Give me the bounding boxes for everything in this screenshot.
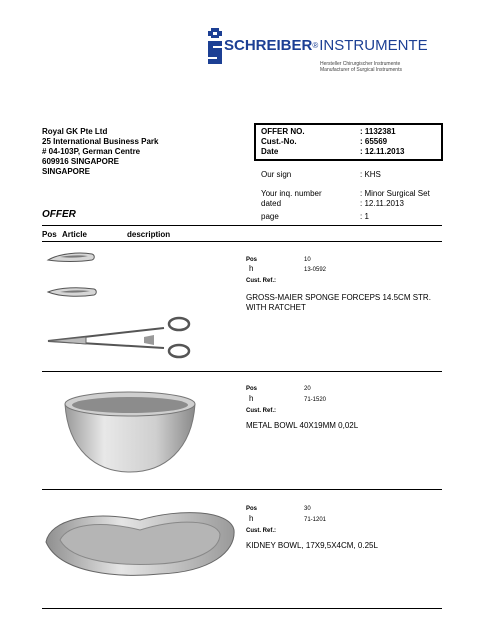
tagline-de: Hersteller Chirurgischer Instrumente — [320, 61, 401, 67]
date-value: : 12.11.2013 — [360, 147, 405, 156]
offer-details — [261, 170, 451, 230]
page-value: : 1 — [360, 212, 369, 221]
brand-product: INSTRUMENTE — [319, 37, 428, 54]
date-label: Date — [261, 147, 279, 156]
item-description: METAL BOWL 40X19MM 0,02L — [246, 421, 359, 430]
offer-no-value: : 1132381 — [360, 127, 396, 136]
address-line: 609916 SINGAPORE — [42, 157, 119, 166]
kidney-bowl-image — [40, 502, 240, 582]
our-sign-label: Our sign — [261, 170, 292, 179]
item-pos-label: Pos — [246, 386, 258, 392]
offer-no-label: OFFER NO. — [261, 127, 305, 136]
address-line: Royal GK Pte Ltd — [42, 127, 108, 136]
item-pos-value: 30 — [304, 506, 311, 512]
item-article-number: 71-1201 — [304, 517, 327, 523]
item-description: KIDNEY BOWL, 17X9,5X4CM, 0.25L — [246, 541, 378, 550]
item-pos-label: Pos — [246, 506, 258, 512]
offer-info-box — [254, 123, 443, 161]
document-title: OFFER — [42, 209, 76, 220]
registered-mark: ® — [312, 41, 319, 50]
dated-value: : 12.11.2013 — [360, 199, 404, 208]
column-header-article: Article — [62, 230, 87, 239]
item-cust-ref-label: Cust. Ref.: — [246, 528, 276, 534]
item-pos-value: 20 — [304, 386, 311, 392]
column-header-description: description — [127, 230, 171, 239]
cust-no-label: Cust.-No. — [261, 137, 297, 146]
item-separator — [42, 489, 442, 490]
inquiry-label: Your inq. number — [261, 189, 322, 198]
item-cust-ref-label: Cust. Ref.: — [246, 408, 276, 414]
header-bottom-rule — [42, 241, 442, 242]
item-hook-icon: h — [249, 264, 254, 273]
header-top-rule — [42, 225, 442, 226]
schreiber-logo-icon — [208, 28, 222, 64]
forceps-full-image — [46, 316, 196, 360]
inquiry-value: : Minor Surgical Set — [360, 189, 430, 198]
metal-bowl-image — [60, 388, 200, 476]
forceps-tip-image — [46, 285, 98, 299]
item-cust-ref-label: Cust. Ref.: — [246, 278, 276, 284]
item-description: GROSS-MAIER SPONGE FORCEPS 14.5CM STR. WITH RATCHET — [246, 293, 431, 312]
item-hook-icon: h — [249, 394, 254, 403]
item-hook-icon: h — [249, 514, 254, 523]
column-header-pos: Pos — [42, 230, 57, 239]
address-line: # 04-103P, German Centre — [42, 147, 141, 156]
address-line: 25 International Business Park — [42, 137, 159, 146]
item-pos-value: 10 — [304, 257, 311, 263]
tagline-en: Manufacturer of Surgical Instruments — [320, 67, 402, 73]
address-line: SINGAPORE — [42, 167, 91, 176]
item-article-number: 13-0592 — [304, 267, 327, 273]
page-label: page — [261, 212, 279, 221]
item-article-number: 71-1520 — [304, 397, 327, 403]
cust-no-value: : 65569 — [360, 137, 388, 146]
item-separator — [42, 608, 442, 609]
brand-name: SCHREIBER — [224, 37, 313, 54]
our-sign-value: : KHS — [360, 170, 381, 179]
dated-label: dated — [261, 199, 282, 208]
forceps-tip-image — [46, 250, 96, 264]
item-separator — [42, 371, 442, 372]
item-pos-label: Pos — [246, 257, 258, 263]
company-logo — [208, 28, 448, 78]
recipient-address — [42, 127, 232, 177]
